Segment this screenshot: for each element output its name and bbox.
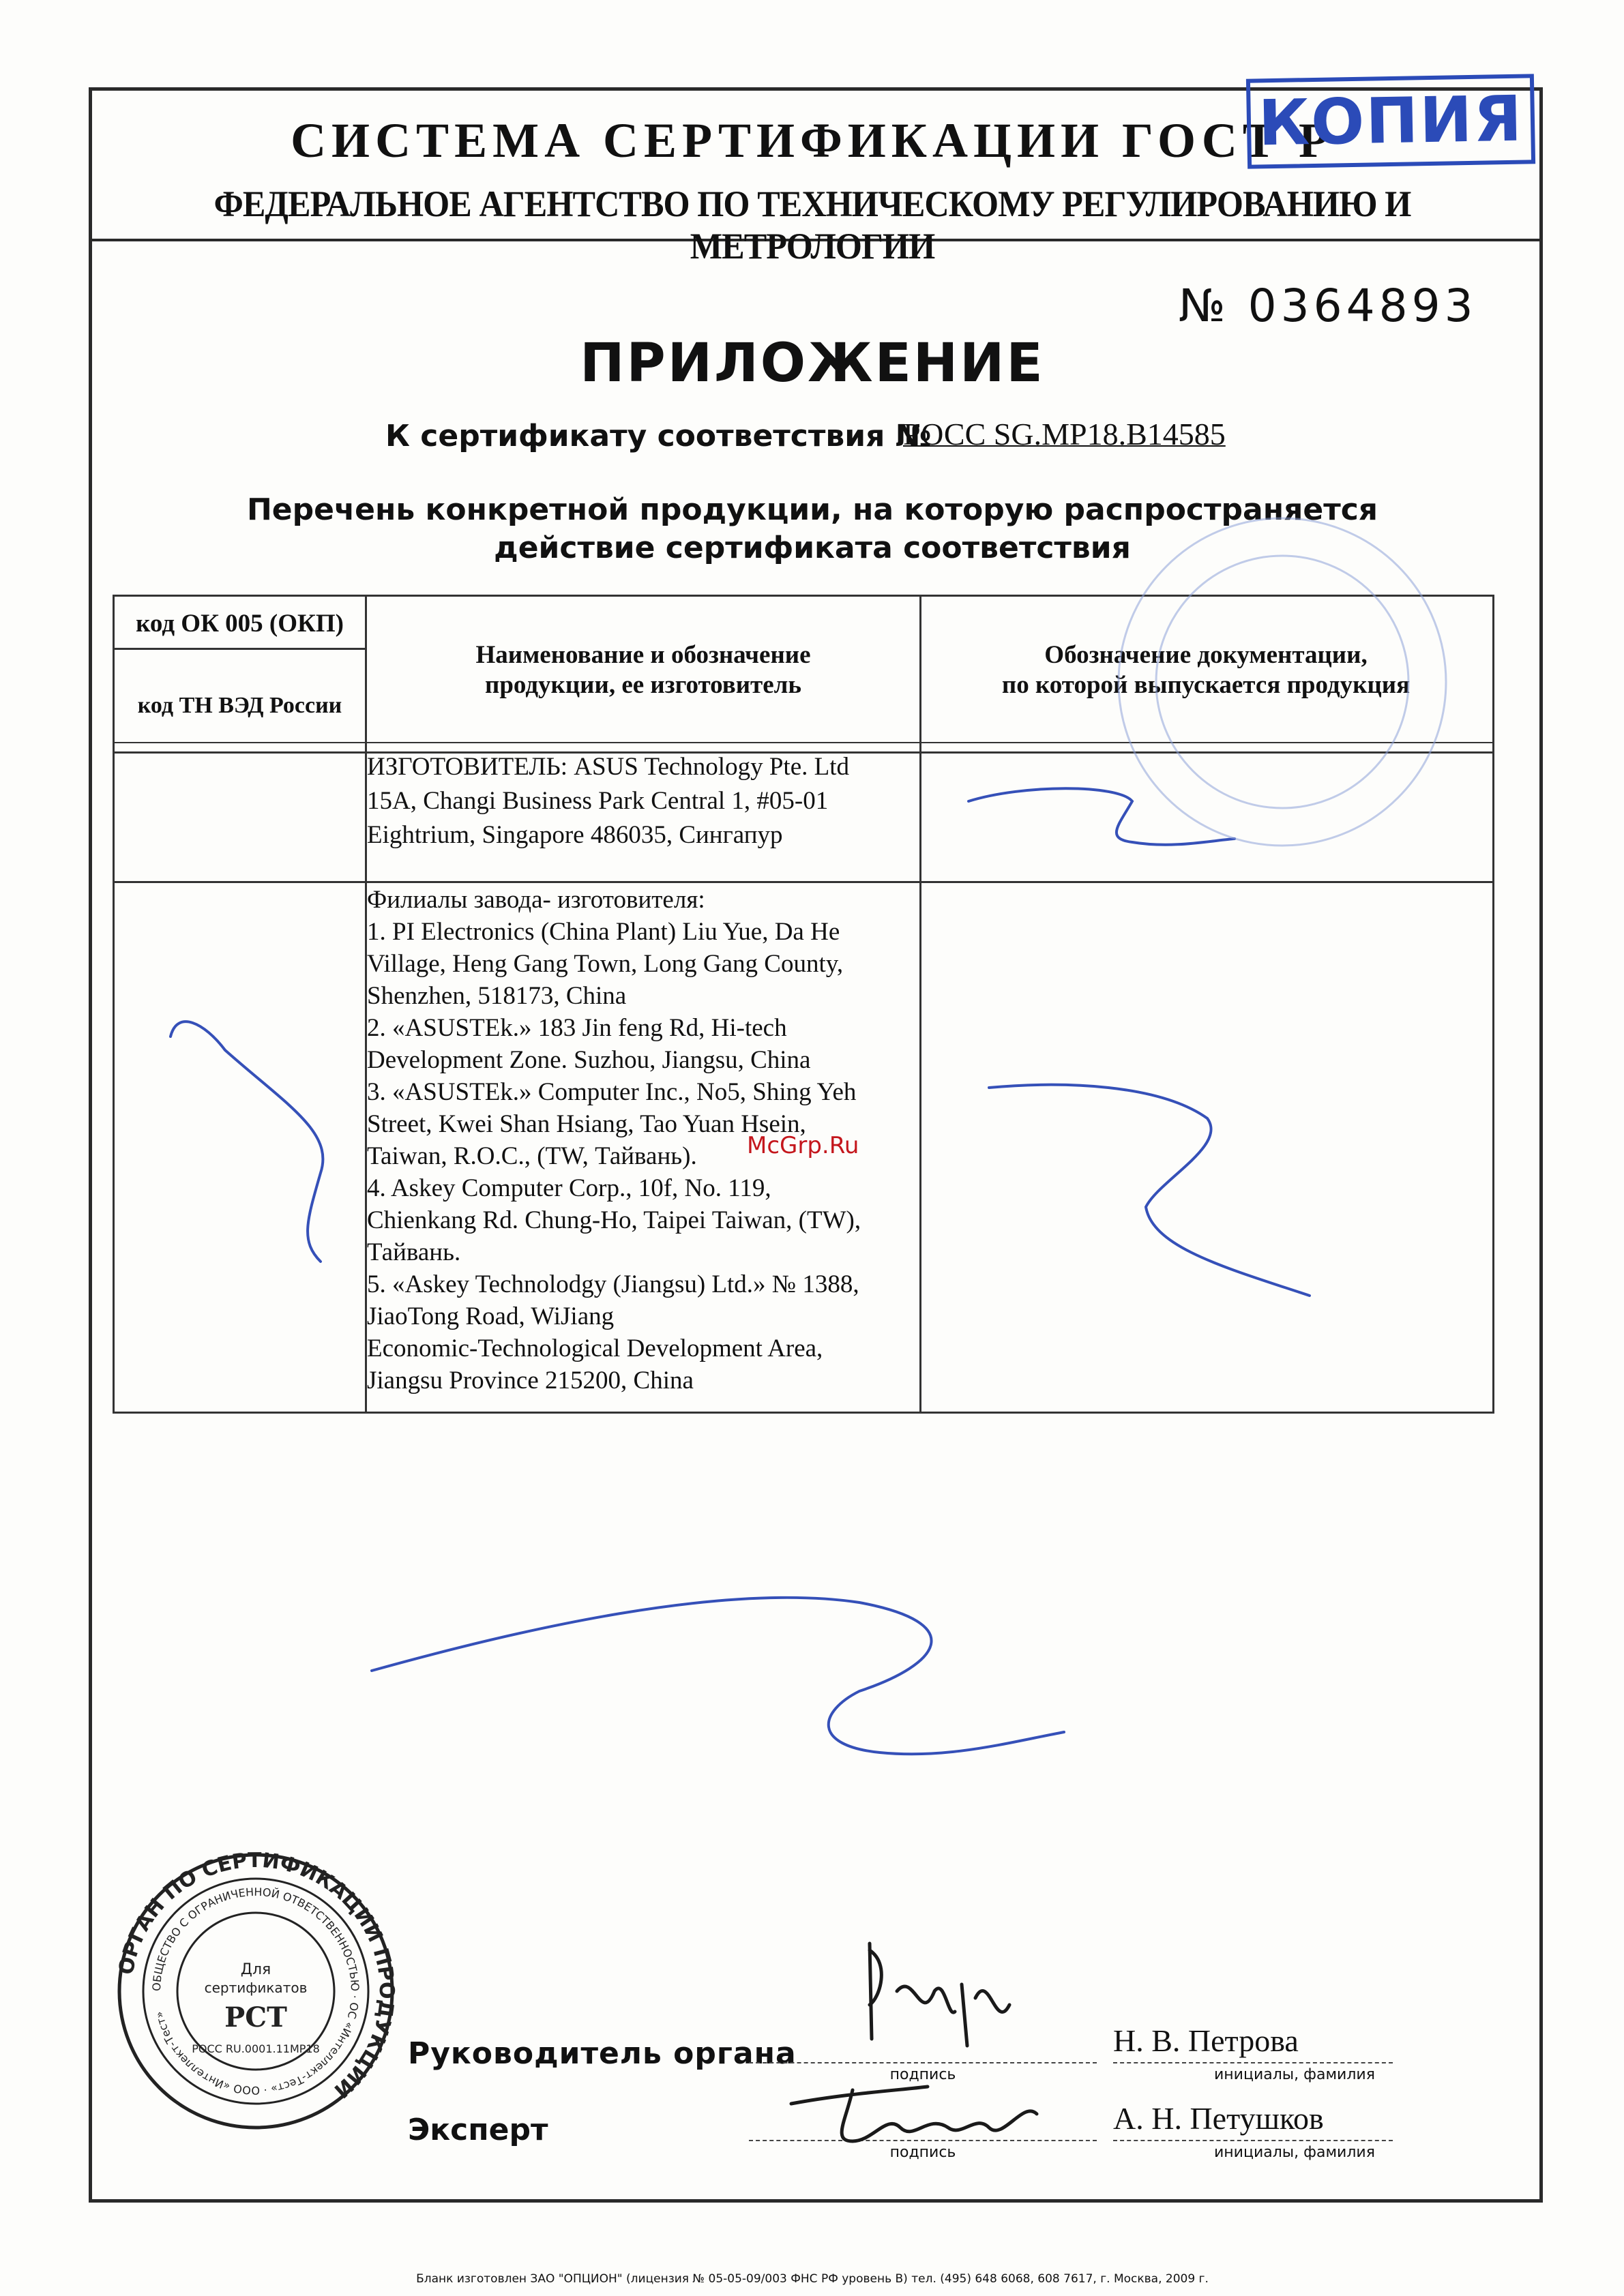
system-title: СИСТЕМА СЕРТИФИКАЦИИ ГОСТ Р — [291, 113, 1334, 168]
branch-line: 4. Askey Computer Corp., 10f, No. 119, — [367, 1174, 771, 1202]
branch-line: Street, Kwei Shan Hsiang, Tao Yuan Hsein, — [367, 1110, 806, 1138]
cert-number: РОСС SG.МР18.В14585 — [903, 417, 1226, 451]
col3-header-line2: по которой выпускается продукция — [1001, 671, 1411, 699]
col2-header-line1: Наименование и обозначение — [475, 641, 811, 669]
cert-prefix: К сертификату соответствия № — [385, 419, 932, 453]
seal-center-line2: сертификатов — [204, 1980, 308, 1996]
branch-line: Тайвань. — [367, 1238, 461, 1266]
agency-title: ФЕДЕРАЛЬНОЕ АГЕНТСТВО ПО ТЕХНИЧЕСКОМУ РЕГУЛИРОВАНИЮ И МЕТРОЛОГИИ — [213, 183, 1411, 267]
head-name-caption: инициалы, фамилия — [1214, 2066, 1375, 2083]
branch-line: Economic-Technological Development Area, — [367, 1335, 823, 1362]
subtitle-line2: действие сертификата соответствия — [494, 531, 1131, 565]
manufacturer-line: 15A, Changi Business Park Central 1, #05-01 — [367, 787, 829, 815]
head-sign-caption: подпись — [889, 2066, 956, 2083]
seal-center-line1: Для — [240, 1961, 271, 1978]
branch-line: Shenzhen, 518173, China — [367, 982, 627, 1010]
certification-seal — [113, 1848, 399, 2134]
handwritten-signatures — [750, 1923, 1105, 2168]
copy-stamp: КОПИЯ — [1246, 74, 1535, 168]
expert-signature-stroke — [791, 2087, 1037, 2141]
manufacturer-line: ИЗГОТОВИТЕЛЬ: ASUS Technology Pte. Ltd — [367, 753, 849, 781]
expert-label: Эксперт — [408, 2113, 548, 2147]
dash-stroke — [989, 1085, 1310, 1296]
branch-line: Village, Heng Gang Town, Long Gang County, — [367, 950, 844, 978]
seal-logo: РСТ — [224, 2001, 287, 2033]
branch-line: 5. «Askey Technolodgy (Jiangsu) Ltd.» № 1388, — [367, 1270, 859, 1298]
head-label: Руководитель органа — [408, 2036, 797, 2071]
faint-round-stamp — [1119, 518, 1446, 846]
branch-line: Taiwan, R.O.C., (TW, Тайвань). — [367, 1142, 697, 1170]
footer-text: Бланк изготовлен ЗАО "ОПЦИОН" (лицензия № 05-05-09/003 ФНС РФ уровень В) тел. (495) 648 6068, 608 7617, г. Москва, 2009 г. — [416, 2272, 1209, 2286]
form-number: № 0364893 — [1179, 280, 1477, 332]
branch-line: 3. «ASUSTEk.» Computer Inc., No5, Shing Yeh — [367, 1078, 857, 1106]
expert-sign-caption: подпись — [889, 2144, 956, 2161]
seal-code: РОСС RU.0001.11МР18 — [192, 2042, 320, 2055]
col3-header-line1: Обозначение документации, — [1044, 641, 1368, 669]
page-title: ПРИЛОЖЕНИЕ — [580, 333, 1045, 394]
dash-stroke — [171, 1022, 323, 1262]
col2-header-line2: продукции, ее изготовитель — [485, 671, 801, 699]
branch-line: Филиалы завода- изготовителя: — [367, 886, 705, 914]
branch-line: Development Zone. Suzhou, Jiangsu, China — [367, 1046, 811, 1074]
expert-name-caption: инициалы, фамилия — [1214, 2144, 1375, 2161]
col1-header-bottom: код ТН ВЭД России — [137, 693, 342, 718]
head-name: Н. В. Петрова — [1113, 2023, 1299, 2058]
expert-name: А. Н. Петушков — [1113, 2101, 1324, 2136]
col1-header-top: код ОК 005 (ОКП) — [136, 610, 344, 638]
dash-stroke — [372, 1598, 1064, 1754]
manufacturer-line: Eightrium, Singapore 486035, Сингапур — [367, 821, 783, 849]
branch-line: Jiangsu Province 215200, China — [367, 1367, 694, 1395]
dash-stroke — [969, 788, 1235, 844]
branch-line: Chienkang Rd. Chung-Ho, Taipei Taiwan, (TW), — [367, 1206, 861, 1234]
branch-line: 1. PI Electronics (China Plant) Liu Yue, Da He — [367, 918, 840, 946]
branch-line: 2. «ASUSTEk.» 183 Jin feng Rd, Hi-tech — [367, 1014, 787, 1042]
subtitle-line1: Перечень конкретной продукции, на которую распространяется — [246, 492, 1378, 527]
head-name-line — [1113, 2062, 1393, 2063]
branch-line: JiaoTong Road, WiJiang — [367, 1302, 615, 1330]
head-signature-stroke — [870, 1943, 1009, 2046]
expert-name-line — [1113, 2140, 1393, 2141]
watermark-text: McGrp.Ru — [747, 1132, 859, 1159]
seal-outer-text: ОРГАН ПО СЕРТИФИКАЦИИ ПРОДУКЦИИ — [114, 1848, 399, 2103]
seal-inner-text: ОБЩЕСТВО С ОГРАНИЧЕННОЙ ОТВЕТСТВЕННОСТЬЮ · ОС «Интеллект-Тест» · ООО «Интеллект-Тест» — [149, 1885, 362, 2098]
